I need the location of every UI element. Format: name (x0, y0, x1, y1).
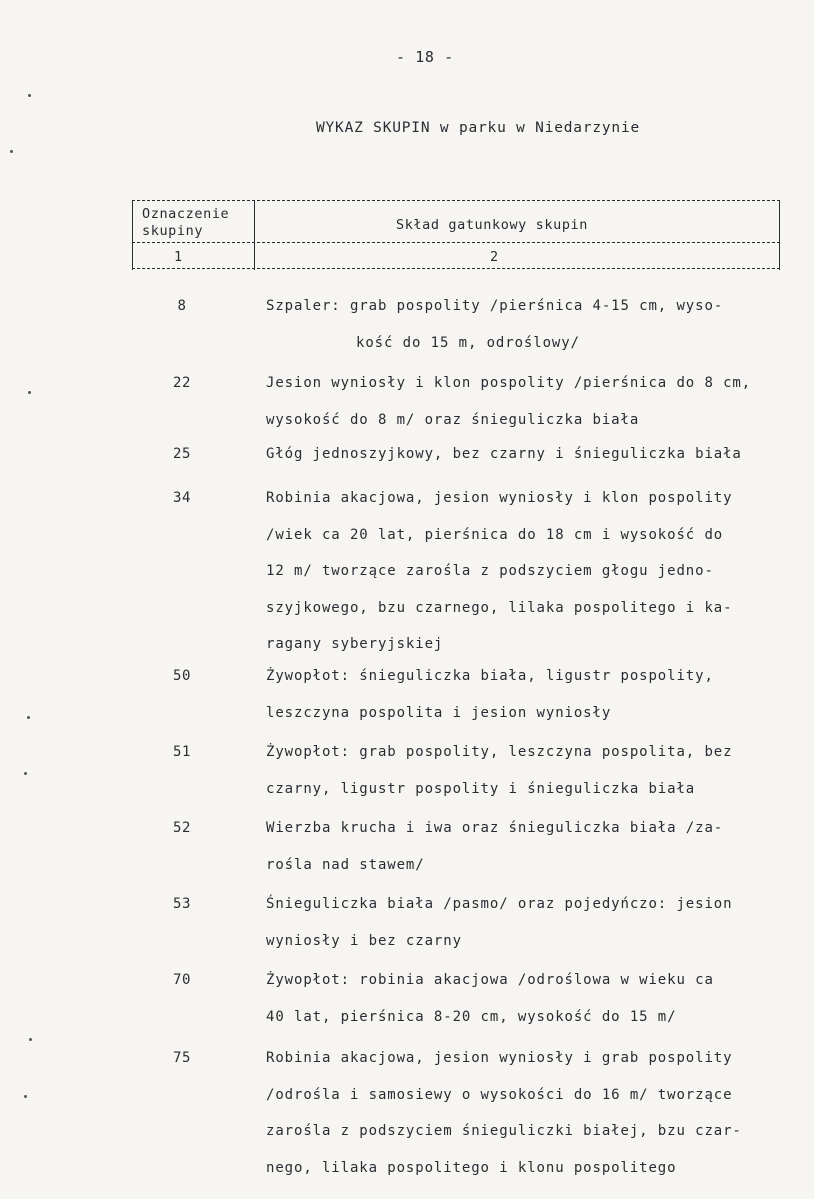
description-line: Żywopłot: robinia akacjowa /odroślowa w wieku ca (266, 972, 714, 988)
group-number: 70 (172, 972, 192, 988)
scan-speck (28, 391, 31, 394)
group-number: 25 (172, 446, 192, 462)
group-number: 8 (177, 298, 187, 314)
group-number: 51 (172, 744, 192, 760)
description-line: wyniosły i bez czarny (266, 932, 462, 949)
header-left-border (132, 200, 133, 270)
header-bottom-rule (132, 268, 780, 269)
description-line: 12 m/ tworzące zarośla z podszyciem głogu jedno- (266, 563, 714, 579)
description-line: szyjkowego, bzu czarnego, lilaka pospolitego i ka- (266, 599, 733, 616)
description-line: leszczyna pospolita i jesion wyniosły (266, 704, 612, 721)
description-line: Wierzba krucha i iwa oraz śnieguliczka biała /za- (266, 820, 724, 836)
scan-speck (27, 716, 30, 719)
description-line: nego, lilaka pospolitego i klonu pospolitego (266, 1159, 677, 1176)
description-line: Głóg jednoszyjkowy, bez czarny i śnieguliczka biała (266, 446, 742, 462)
description-line: /wiek ca 20 lat, pierśnica do 18 cm i wysokość do (266, 526, 724, 543)
description-line: Robinia akacjowa, jesion wyniosły i klon pospolity (266, 490, 733, 506)
column-1-label-line-2: skupiny (142, 223, 204, 239)
header-column-divider (254, 200, 255, 270)
description-line: ragany syberyjskiej (266, 636, 444, 652)
group-number: 53 (172, 896, 192, 912)
description-line: rośla nad stawem/ (266, 856, 425, 873)
description-line: czarny, ligustr pospolity i śnieguliczka biała (266, 780, 696, 797)
column-1-number: 1 (174, 249, 183, 265)
description-line: Żywopłot: śnieguliczka biała, ligustr pospolity, (266, 668, 714, 684)
group-number: 52 (172, 820, 192, 836)
group-number: 50 (172, 668, 192, 684)
group-number: 22 (172, 375, 192, 391)
description-line: zarośla z podszyciem śnieguliczki białej, bzu czar- (266, 1123, 742, 1139)
table-header (132, 200, 780, 270)
column-2-number: 2 (490, 249, 499, 265)
scan-speck (29, 1038, 32, 1041)
header-right-border (779, 200, 780, 270)
description-line: Robinia akacjowa, jesion wyniosły i grab pospolity (266, 1050, 733, 1066)
scan-speck (24, 772, 27, 775)
column-1-label-line-1: Oznaczenie (142, 206, 230, 222)
description-line: Żywopłot: grab pospolity, leszczyna pospolita, bez (266, 744, 733, 760)
description-line: 40 lat, pierśnica 8-20 cm, wysokość do 15 m/ (266, 1008, 677, 1025)
scan-speck (28, 94, 31, 97)
page-title: WYKAZ SKUPIN w parku w Niedarzynie (316, 120, 641, 136)
description-line: /odrośla i samosiewy o wysokości do 16 m/ tworzące (266, 1086, 733, 1103)
description-line: wysokość do 8 m/ oraz śnieguliczka biała (266, 411, 640, 428)
header-top-rule (132, 200, 780, 201)
scan-speck (24, 1095, 27, 1098)
header-middle-rule (132, 242, 780, 243)
description-line: Śnieguliczka biała /pasmo/ oraz pojedyńczo: jesion (266, 896, 733, 912)
group-number: 34 (172, 490, 192, 506)
column-2-label: Skład gatunkowy skupin (396, 217, 589, 233)
scan-speck (10, 150, 13, 153)
description-line: Szpaler: grab pospolity /pierśnica 4-15 cm, wyso- (266, 298, 724, 314)
description-line: kość do 15 m, odroślowy/ (356, 334, 580, 351)
description-line: Jesion wyniosły i klon pospolity /pierśnica do 8 cm, (266, 375, 752, 391)
group-number: 75 (172, 1050, 192, 1066)
page-number: - 18 - (396, 48, 454, 66)
